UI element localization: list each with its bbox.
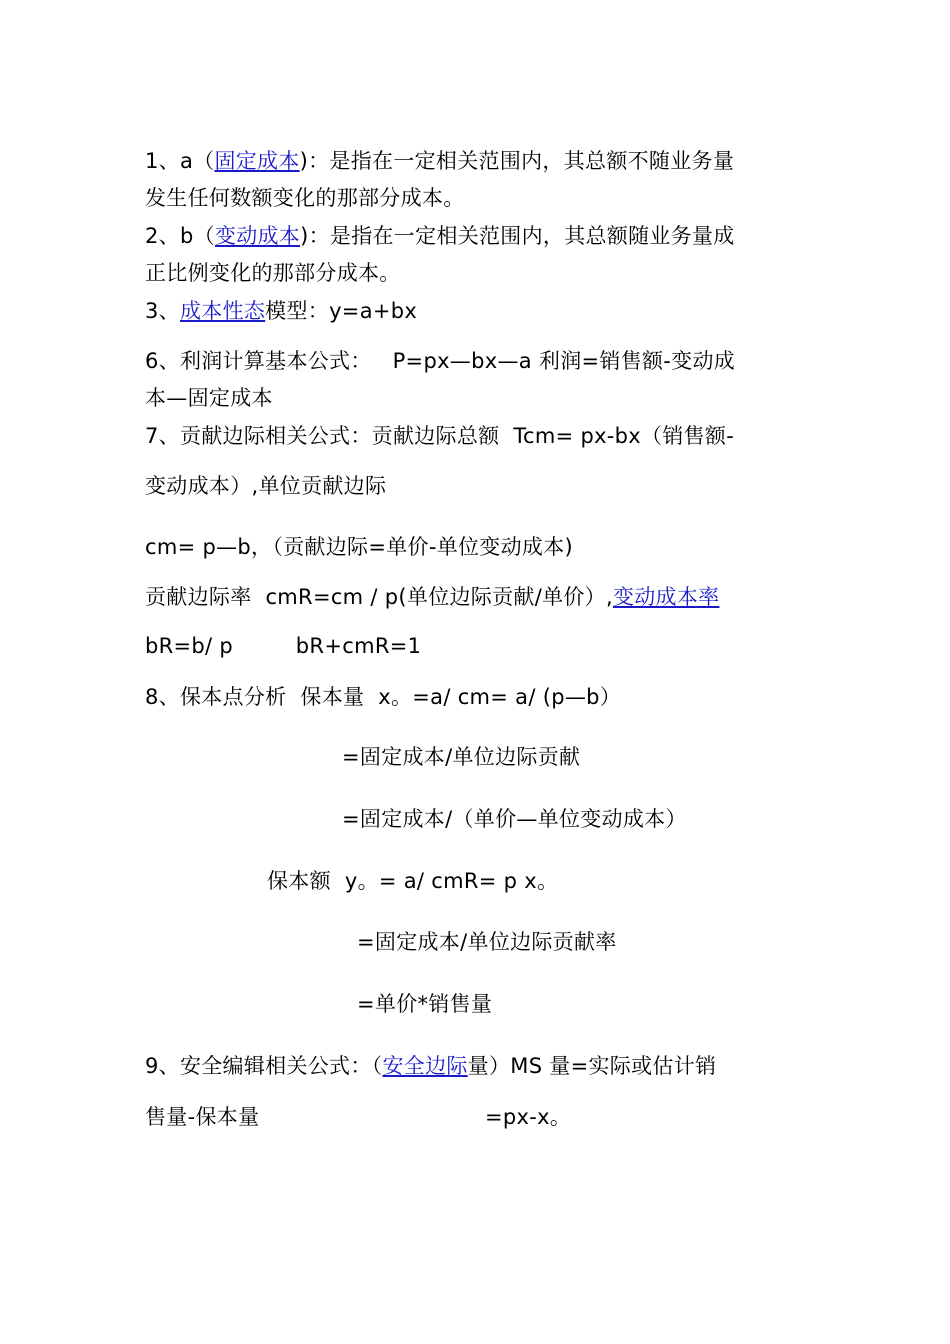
text-segment: )：是指在一定相关范围内，其总额不随业务量 xyxy=(299,149,735,173)
text-line: 正比例变化的那部分成本。 xyxy=(145,261,401,285)
text-line xyxy=(145,222,735,250)
text-line: =单价*销售量 xyxy=(357,992,493,1016)
text-line: 保本额 y。= a/ cmR= p x。 xyxy=(267,869,559,893)
text-line: 8、保本点分析 保本量 x。=a/ cm= a/ (p—b） xyxy=(145,685,622,709)
text-segment: 3、 xyxy=(145,299,180,323)
text-line xyxy=(145,1052,716,1080)
text-segment: 量）MS 量=实际或估计销 xyxy=(467,1054,717,1078)
text-line: 本—固定成本 xyxy=(145,386,273,410)
text-line: 6、利润计算基本公式： P=px—bx—a 利润=销售额-变动成 xyxy=(145,349,736,373)
text-segment: 2、b（ xyxy=(145,224,215,248)
text-segment: )：是指在一定相关范围内，其总额随业务量成 xyxy=(300,224,735,248)
text-line: bR=b/ p bR+cmR=1 xyxy=(145,634,422,658)
link-variable-cost-rate[interactable]: 变动成本率 xyxy=(612,585,720,609)
text-line: 售量-保本量 xyxy=(145,1105,260,1129)
link-variable-cost[interactable]: 变动成本 xyxy=(214,224,301,248)
text-segment: 模型：y=a+bx xyxy=(265,299,418,323)
text-line: 发生任何数额变化的那部分成本。 xyxy=(145,186,465,210)
text-line xyxy=(145,147,734,175)
link-cost-behavior[interactable]: 成本性态 xyxy=(179,299,266,323)
text-segment: 9、安全编辑相关公式：（ xyxy=(145,1054,383,1078)
text-line: =固定成本/单位边际贡献率 xyxy=(357,930,617,954)
text-line: cm= p—b，（贡献边际=单价-单位变动成本) xyxy=(145,535,573,559)
text-line: 变动成本）,单位贡献边际 xyxy=(145,474,387,498)
text-line: =固定成本/单位边际贡献 xyxy=(342,745,581,769)
text-line xyxy=(145,583,719,611)
text-segment: 贡献边际率 cmR=cm / p(单位边际贡献/单价）, xyxy=(145,585,613,609)
text-line: =px-x。 xyxy=(485,1105,572,1129)
link-safety-margin[interactable]: 安全边际 xyxy=(382,1054,468,1078)
text-line xyxy=(145,297,417,325)
text-line: =固定成本/（单价—单位变动成本） xyxy=(342,807,687,831)
link-fixed-cost[interactable]: 固定成本 xyxy=(214,149,300,173)
text-segment: 1、a（ xyxy=(145,149,215,173)
text-line: 7、贡献边际相关公式：贡献边际总额 Tcm= px-bx（销售额- xyxy=(145,424,735,448)
